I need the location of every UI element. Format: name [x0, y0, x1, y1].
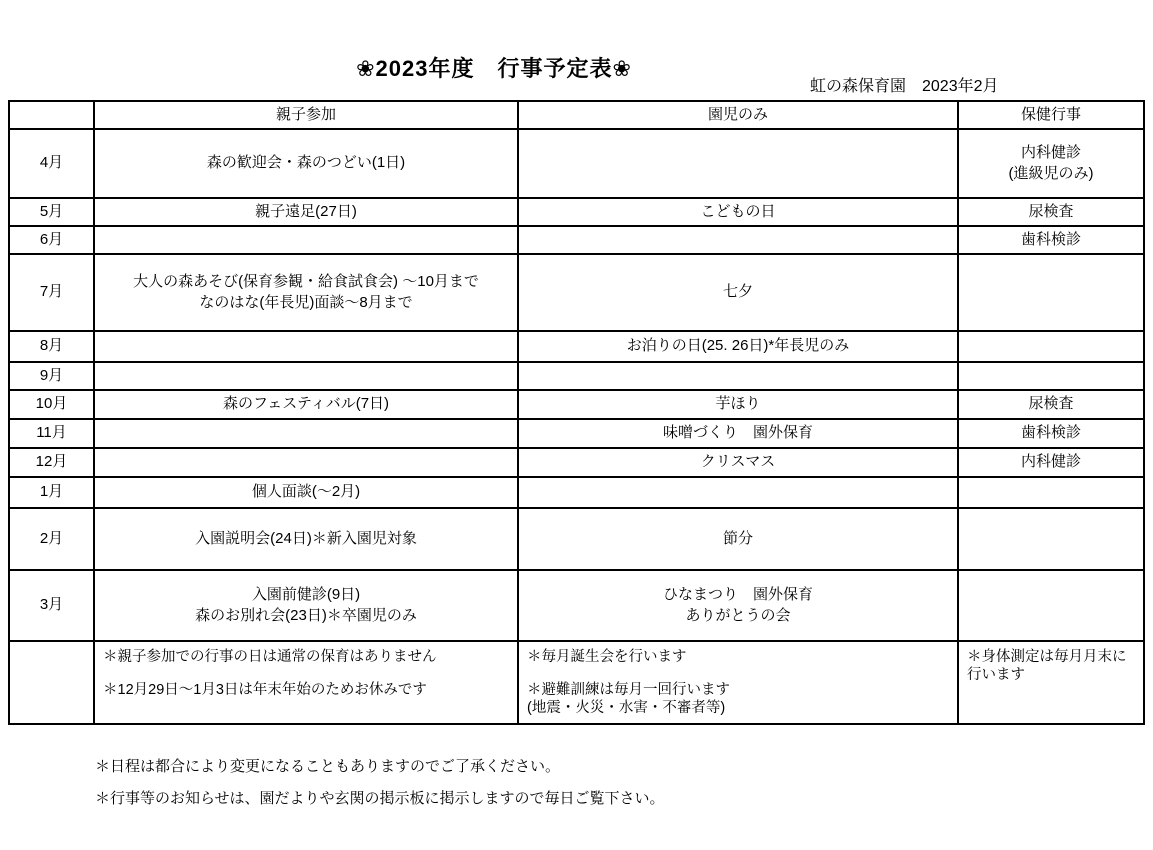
health-events-column-header: 保健行事: [958, 101, 1144, 129]
parent-child-cell: [94, 362, 518, 390]
event-text: ひなまつり 園外保育: [662, 586, 813, 604]
note-text: 行います: [967, 667, 1025, 684]
table-row-august: [9, 331, 1144, 362]
footer-note-announcements: ＊行事等のお知らせは、園だよりや玄関の掲示板に掲示しますので毎日ご覧下さい。: [95, 790, 665, 807]
children-only-cell: [518, 198, 958, 226]
children-only-cell: [518, 254, 958, 331]
parent-child-cell: [94, 448, 518, 477]
table-row-july: [9, 254, 1144, 331]
event-text: 歯科検診: [1020, 230, 1081, 248]
parent-child-cell: [94, 254, 518, 331]
event-text: 親子遠足(27日): [255, 202, 357, 220]
health-cell: [958, 362, 1144, 390]
parent-child-column-header: 親子参加: [94, 101, 518, 129]
health-cell: [958, 226, 1144, 254]
health-notes-cell: [958, 641, 1144, 724]
children-only-cell: [518, 570, 958, 641]
event-text: 入園説明会(24日)＊新入園児対象: [195, 529, 417, 547]
month-cell: 2月: [9, 508, 94, 570]
school-name-and-date: 虹の森保育園 2023年2月: [810, 78, 999, 95]
children-only-cell: [518, 477, 958, 508]
parent-child-cell: [94, 508, 518, 570]
table-row-september: [9, 362, 1144, 390]
event-text: 味噌づくり 園外保育: [662, 424, 813, 442]
event-text: 森の歓迎会・森のつどい(1日): [206, 154, 406, 172]
parent-child-cell: [94, 477, 518, 508]
health-cell: [958, 129, 1144, 198]
month-cell: 4月: [9, 129, 94, 198]
note-text: ＊親子参加での行事の日は通常の保育はありません: [103, 649, 437, 665]
event-text: 内科健診: [1020, 144, 1081, 162]
note-text: ＊避難訓練は毎月一回行います: [527, 682, 730, 699]
page-title: ❀2023年度 行事予定表❀: [356, 56, 632, 81]
health-cell: [958, 508, 1144, 570]
month-cell: 5月: [9, 198, 94, 226]
health-cell: [958, 254, 1144, 331]
month-cell: 7月: [9, 254, 94, 331]
note-text: ＊身体測定は毎月月末に: [967, 649, 1127, 665]
children-only-cell: [518, 331, 958, 362]
table-row-february: [9, 508, 1144, 570]
parent-child-cell: [94, 331, 518, 362]
parent-child-notes-cell: [94, 641, 518, 724]
children-only-cell: [518, 362, 958, 390]
health-cell: [958, 570, 1144, 641]
event-text: 歯科検診: [1020, 424, 1081, 442]
month-cell: 9月: [9, 362, 94, 390]
parent-child-cell: [94, 226, 518, 254]
footer-note-schedule-change: ＊日程は都合により変更になることもありますのでご了承ください。: [95, 758, 561, 775]
table-row-april: [9, 129, 1144, 198]
parent-child-cell: [94, 390, 518, 419]
table-row-notes: [9, 641, 1144, 724]
month-cell: 8月: [9, 331, 94, 362]
health-cell: [958, 419, 1144, 448]
month-cell: 12月: [9, 448, 94, 477]
month-cell: 3月: [9, 570, 94, 641]
event-text: なのはな(年長児)面談～8月まで: [199, 293, 413, 311]
table-row-october: [9, 390, 1144, 419]
children-only-cell: [518, 226, 958, 254]
event-text: 尿検査: [1028, 202, 1074, 220]
month-cell: [9, 641, 94, 724]
parent-child-cell: [94, 570, 518, 641]
event-text: 節分: [722, 529, 753, 547]
month-cell: 11月: [9, 419, 94, 448]
table-row-may: [9, 198, 1144, 226]
event-text: こどもの日: [700, 202, 776, 220]
table-row-november: [9, 419, 1144, 448]
health-cell: [958, 477, 1144, 508]
event-text: 大人の森あそび(保育参観・給食試食会) ～10月まで: [133, 273, 479, 291]
note-text: ＊毎月誕生会を行います: [527, 649, 687, 665]
event-schedule-table: [8, 100, 1145, 725]
children-only-cell: [518, 129, 958, 198]
event-text: 芋ほり: [715, 395, 761, 413]
health-cell: [958, 448, 1144, 477]
health-cell: [958, 390, 1144, 419]
month-column-header: [9, 101, 94, 129]
health-cell: [958, 331, 1144, 362]
parent-child-cell: [94, 419, 518, 448]
month-cell: 1月: [9, 477, 94, 508]
table-header-row: [9, 101, 1144, 129]
month-cell: 6月: [9, 226, 94, 254]
children-only-cell: [518, 508, 958, 570]
event-text: お泊りの日(25. 26日)*年長児のみ: [626, 337, 850, 355]
table-row-march: [9, 570, 1144, 641]
month-cell: 10月: [9, 390, 94, 419]
children-only-notes-cell: [518, 641, 958, 724]
event-text: 内科健診: [1020, 453, 1081, 471]
event-text: (進級児のみ): [1008, 164, 1094, 182]
health-cell: [958, 198, 1144, 226]
event-text: 尿検査: [1028, 395, 1074, 413]
children-only-cell: [518, 448, 958, 477]
note-text: ＊12月29日～1月3日は年末年始のためお休みです: [103, 682, 427, 699]
table-row-june: [9, 226, 1144, 254]
event-text: ありがとうの会: [685, 606, 791, 624]
parent-child-cell: [94, 129, 518, 198]
event-text: クリスマス: [700, 453, 776, 471]
children-only-column-header: 園児のみ: [518, 101, 958, 129]
table-row-december: [9, 448, 1144, 477]
children-only-cell: [518, 419, 958, 448]
event-text: 七夕: [722, 283, 753, 301]
event-text: 森のお別れ会(23日)＊卒園児のみ: [195, 606, 417, 624]
children-only-cell: [518, 390, 958, 419]
event-text: 入園前健診(9日): [251, 586, 361, 604]
table-row-january: [9, 477, 1144, 508]
event-text: 森のフェスティバル(7日): [222, 395, 390, 413]
note-text: (地震・火災・水害・不審者等): [527, 700, 726, 717]
parent-child-cell: [94, 198, 518, 226]
event-text: 個人面談(～2月): [251, 483, 361, 501]
